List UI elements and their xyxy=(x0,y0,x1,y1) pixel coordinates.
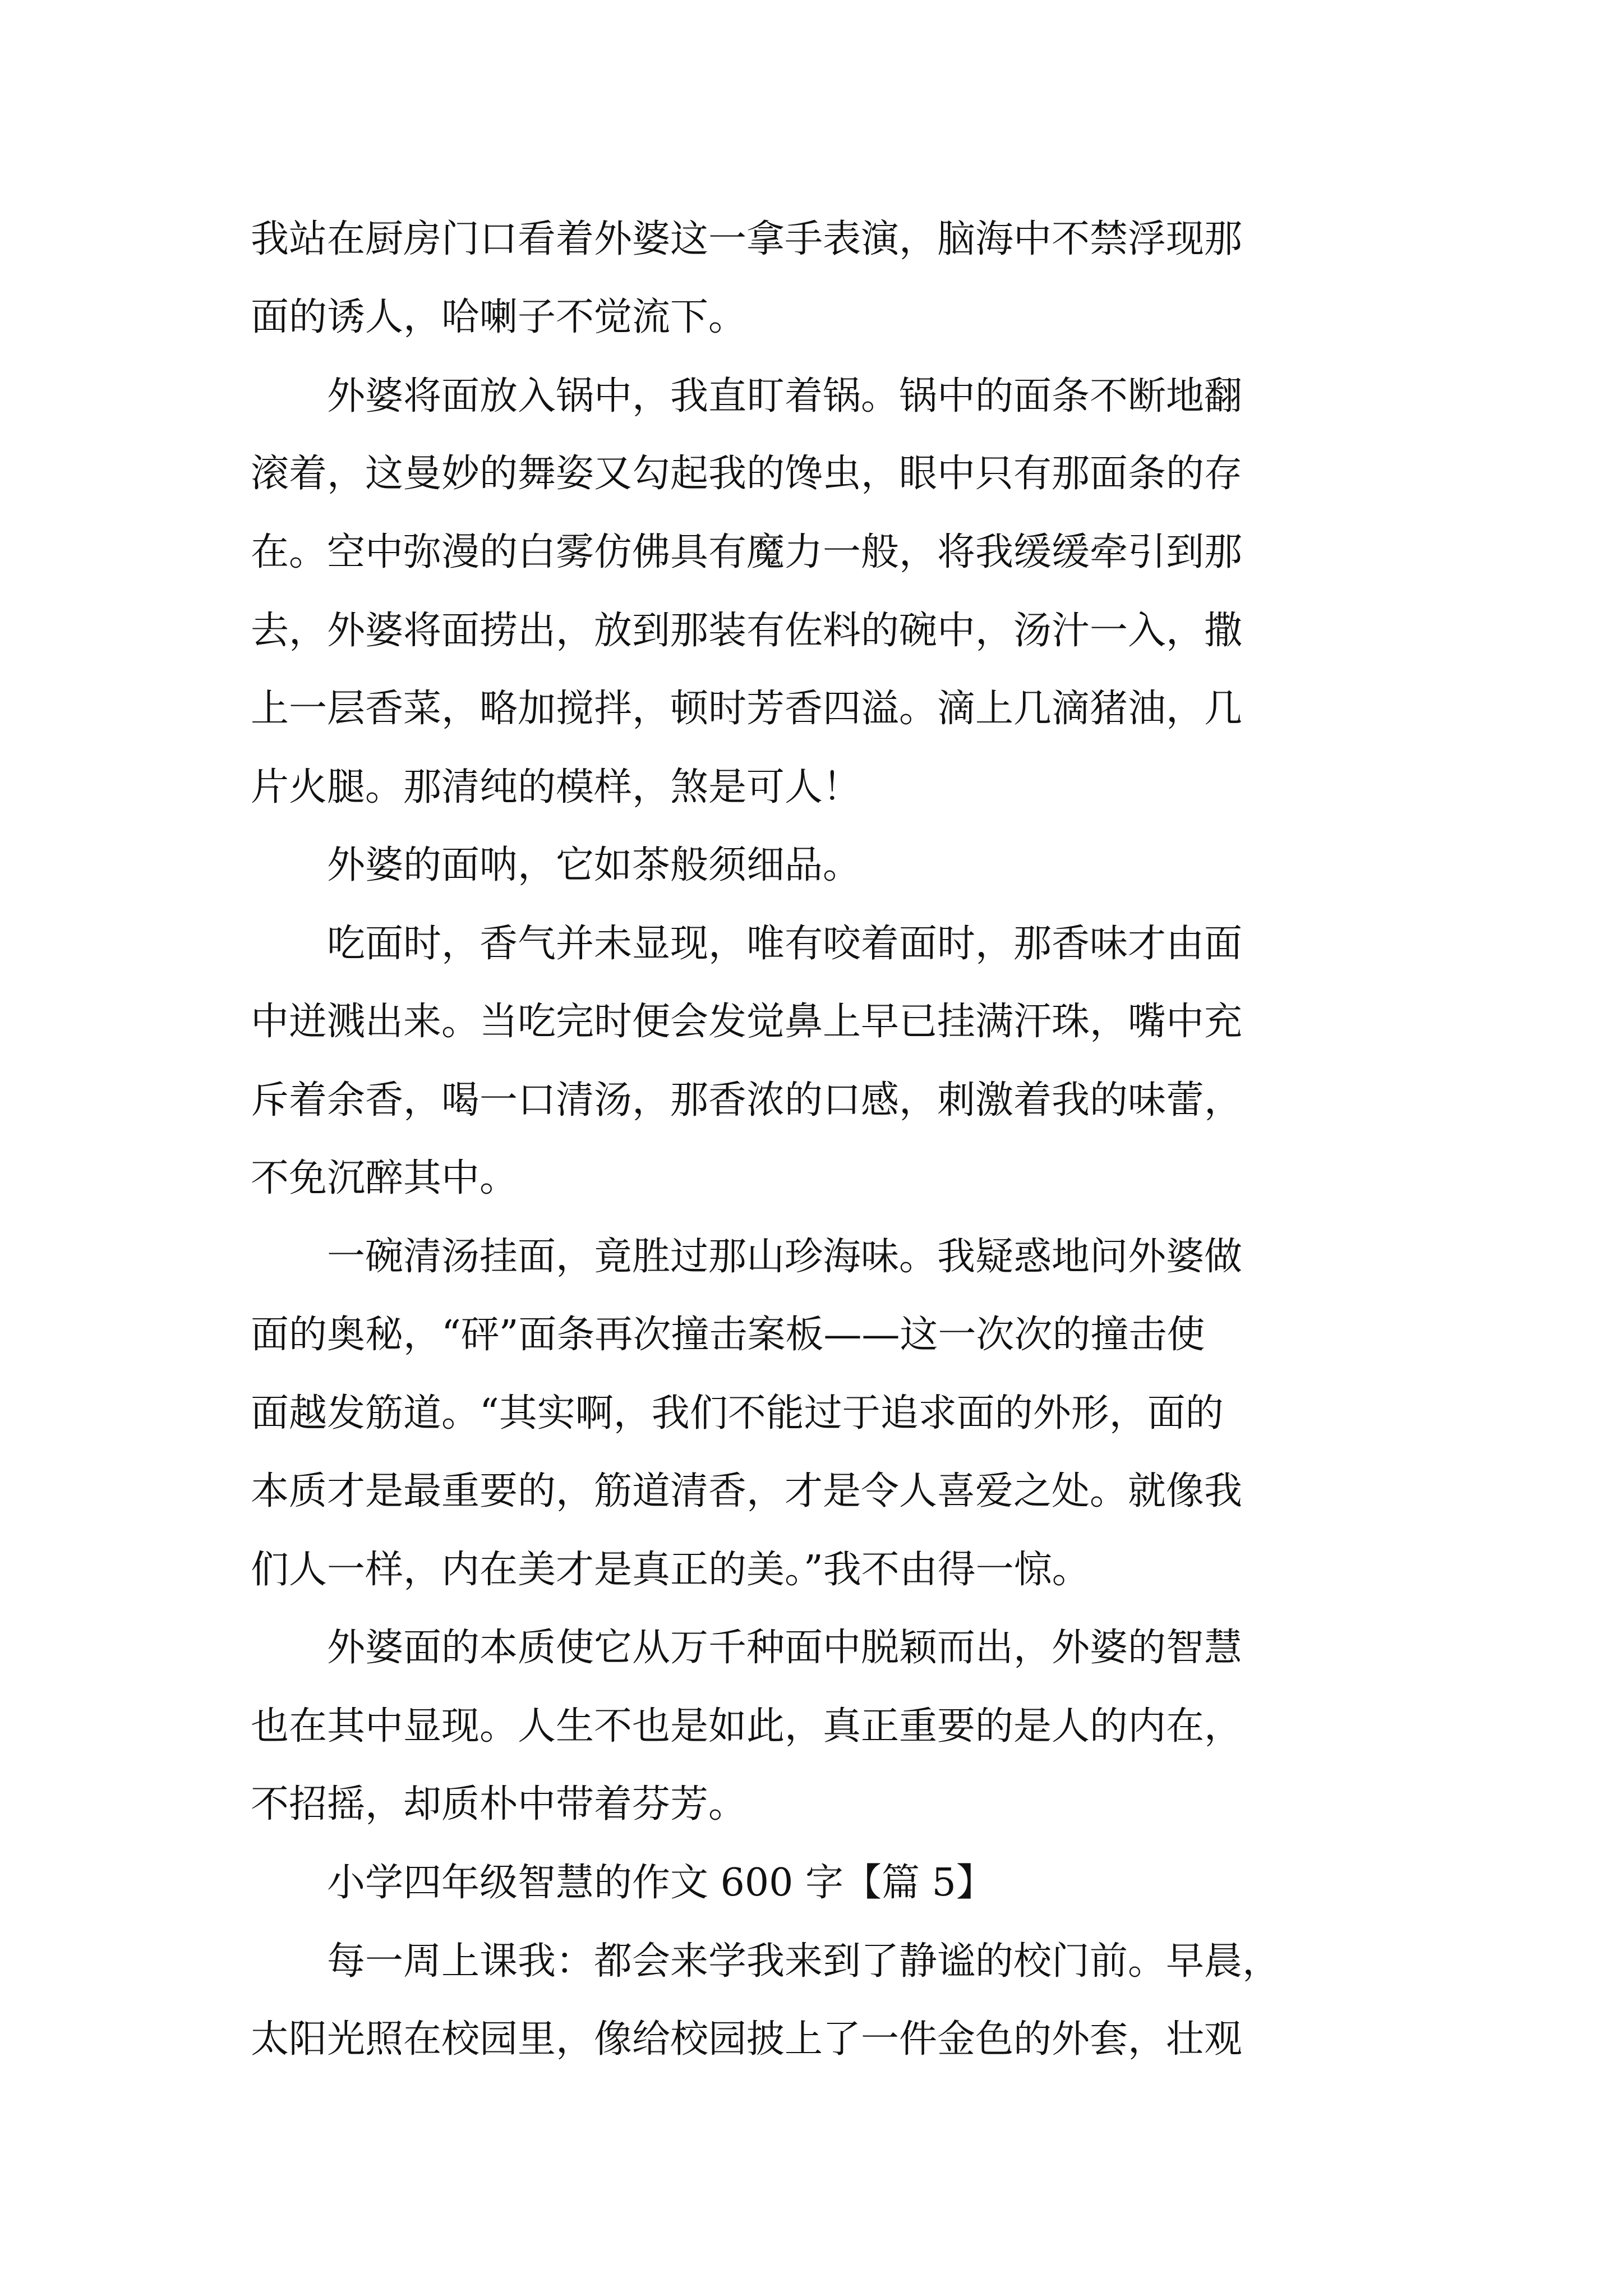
text-line: 面的奥秘，“砰”面条再次撞击案板——这一次次的撞击使 xyxy=(251,1313,1205,1357)
text-line: 本质才是最重要的，筋道清香，才是令人喜爱之处。就像我 xyxy=(251,1469,1243,1513)
text-line: 外婆的面呐，它如茶般须细品。 xyxy=(251,843,861,887)
text-line: 面越发筋道。“其实啊，我们不能过于追求面的外形，面的 xyxy=(251,1391,1224,1435)
text-line: 片火腿。那清纯的模样，煞是可人！ xyxy=(251,765,861,809)
text-line: 也在其中显现。人生不也是如此，真正重要的是人的内在， xyxy=(251,1704,1243,1749)
text-line: 不免沉醉其中。 xyxy=(251,1156,518,1200)
text-line: 不招摇，却质朴中带着芬芳。 xyxy=(251,1782,747,1826)
text-line: 们人一样，内在美才是真正的美。”我不由得一惊。 xyxy=(251,1548,1090,1592)
text-line: 面的诱人，哈喇子不觉流下。 xyxy=(251,295,747,339)
text-line: 外婆将面放入锅中，我直盯着锅。锅中的面条不断地翻 xyxy=(251,374,1243,418)
text-line: 我站在厨房门口看着外婆这一拿手表演，脑海中不禁浮现那 xyxy=(251,217,1243,261)
text-line: 滚着，这曼妙的舞姿又勾起我的馋虫，眼中只有那面条的存 xyxy=(251,452,1243,496)
text-line: 吃面时，香气并未显现，唯有咬着面时，那香味才由面 xyxy=(251,922,1243,966)
text-line: 一碗清汤挂面，竟胜过那山珍海味。我疑惑地问外婆做 xyxy=(251,1235,1243,1279)
text-line: 上一层香菜，略加搅拌，顿时芳香四溢。滴上几滴猪油，几 xyxy=(251,687,1243,731)
text-line: 中迸溅出来。当吃完时便会发觉鼻上早已挂满汗珠，嘴中充 xyxy=(251,1000,1243,1044)
text-line: 在。空中弥漫的白雾仿佛具有魔力一般，将我缓缓牵引到那 xyxy=(251,530,1243,574)
text-line: 去，外婆将面捞出，放到那装有佐料的碗中，汤汁一入，撒 xyxy=(251,609,1243,653)
section-heading: 小学四年级智慧的作文 600 字【篇 5】 xyxy=(251,1861,994,1905)
text-line: 每一周上课我：都会来学我来到了静谧的校门前。早晨， xyxy=(251,1939,1281,1984)
text-line: 外婆面的本质使它从万千种面中脱颖而出，外婆的智慧 xyxy=(251,1626,1243,1670)
text-line: 太阳光照在校园里，像给校园披上了一件金色的外套，壮观 xyxy=(251,2017,1243,2062)
text-line: 斥着余香，喝一口清汤，那香浓的口感，刺激着我的味蕾， xyxy=(251,1078,1243,1122)
